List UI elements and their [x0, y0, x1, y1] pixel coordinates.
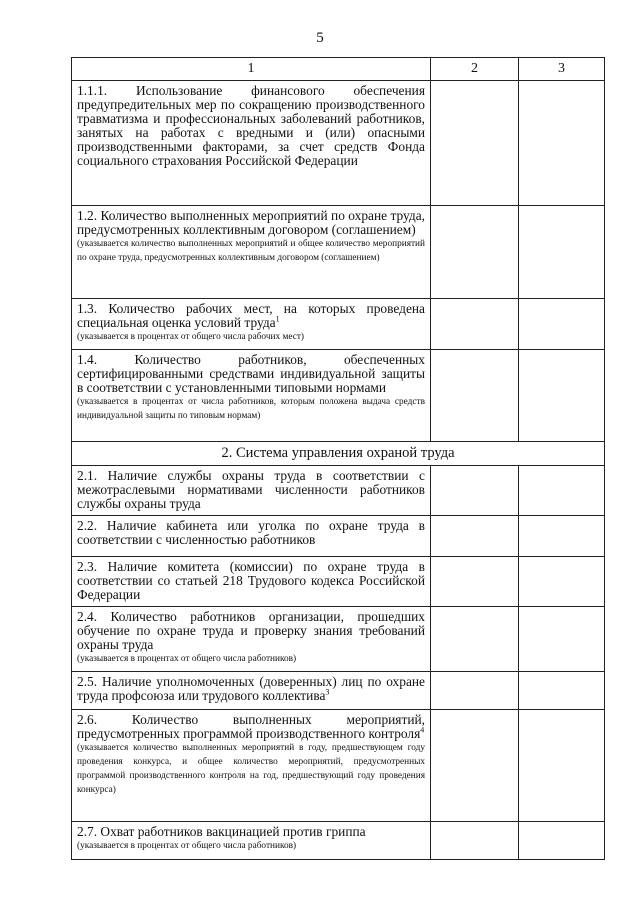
value-cell-col2[interactable]	[431, 206, 519, 299]
value-cell-col3[interactable]	[519, 466, 605, 516]
criterion-text: 1.4. Количество работников, обеспеченных сертифицированными средствами индивидуальной защиты в соответствии с установленными типовыми нормами	[77, 352, 425, 395]
value-cell-col3[interactable]	[519, 607, 605, 672]
criterion-text: 1.2. Количество выполненных мероприятий по охране труда, предусмотренных коллективным договором (соглашением)	[77, 208, 425, 237]
criterion-text: 2.5. Наличие уполномоченных (доверенных) лиц по охране труда профсоюза или трудового коллектива	[77, 674, 425, 703]
criterion-cell	[72, 206, 431, 299]
criterion-note: (указывается количество выполненных мероприятий и общее количество мероприятий по охране труда, предусмотренных коллективным договором (соглашением)	[77, 239, 425, 263]
value-cell-col2[interactable]	[431, 607, 519, 672]
criterion-text: 2.2. Наличие кабинета или уголка по охране труда в соответствии с численностью работников	[77, 518, 425, 547]
criterion-cell	[72, 607, 431, 672]
value-cell-col2[interactable]	[431, 350, 519, 442]
value-cell-col2[interactable]	[431, 710, 519, 822]
value-cell-col3[interactable]	[519, 206, 605, 299]
table-row	[72, 557, 605, 607]
criterion-cell	[72, 822, 431, 860]
column-header-1: 1	[72, 58, 431, 81]
value-cell-col3[interactable]	[519, 822, 605, 860]
criterion-text: 2.6. Количество выполненных мероприятий, предусмотренных программой производственного контроля	[77, 712, 425, 741]
criterion-cell	[72, 557, 431, 607]
value-cell-col2[interactable]	[431, 299, 519, 350]
table-row	[72, 516, 605, 557]
criterion-note: (указывается в процентах от числа работников, которым положена выдача средств индивидуальной защиты по типовым нормам)	[77, 397, 425, 421]
criterion-note: (указывается количество выполненных мероприятий в году, предшествующем году проведения конкурса, и общее количество мероприятий, предусмотренных программой производственного контроля на год, предшествующий году проведения конкурса)	[77, 743, 425, 795]
table-row	[72, 672, 605, 710]
page-number: 5	[316, 30, 324, 46]
criterion-text: 1.3. Количество рабочих мест, на которых проведена специальная оценка условий труда	[77, 301, 425, 330]
footnote-marker: 1	[275, 314, 280, 324]
value-cell-col3[interactable]	[519, 557, 605, 607]
table-row	[72, 206, 605, 299]
value-cell-col2[interactable]	[431, 557, 519, 607]
criterion-cell	[72, 466, 431, 516]
value-cell-col2[interactable]	[431, 81, 519, 206]
criterion-text: 2.1. Наличие службы охраны труда в соответствии с межотраслевыми нормативами численности работников службы охраны труда	[77, 468, 425, 511]
table-row	[72, 299, 605, 350]
value-cell-col3[interactable]	[519, 350, 605, 442]
table-row	[72, 466, 605, 516]
criterion-cell	[72, 516, 431, 557]
value-cell-col3[interactable]	[519, 81, 605, 206]
table-row	[72, 710, 605, 822]
value-cell-col3[interactable]	[519, 516, 605, 557]
criteria-table	[71, 57, 605, 860]
criterion-text: 2.4. Количество работников организации, прошедших обучение по охране труда и проверку знания требований охраны труда	[77, 609, 425, 652]
criterion-cell	[72, 672, 431, 710]
header-row	[72, 58, 605, 81]
criterion-note: (указывается в процентах от общего числа рабочих мест)	[77, 332, 304, 342]
table-row	[72, 607, 605, 672]
criterion-text: 1.1.1. Использование финансового обеспечения предупредительных мер по сокращению производственного травматизма и профессиональных заболеваний работников, занятых на работах с вредными и (или) опасными производственными факторами, за счет средств Фонда социального страхования Российской Федерации	[77, 83, 425, 168]
table-row	[72, 822, 605, 860]
footnote-marker: 3	[325, 687, 330, 697]
criterion-text: 2.7. Охват работников вакцинацией против гриппа	[77, 824, 366, 839]
footnote-marker: 4	[420, 725, 425, 735]
value-cell-col2[interactable]	[431, 672, 519, 710]
criterion-note: (указывается в процентах от общего числа работников)	[77, 654, 297, 664]
criterion-cell	[72, 350, 431, 442]
value-cell-col2[interactable]	[431, 516, 519, 557]
value-cell-col2[interactable]	[431, 466, 519, 516]
section-title: 2. Система управления охраной труда	[72, 442, 605, 466]
value-cell-col3[interactable]	[519, 299, 605, 350]
column-header-2: 2	[431, 58, 519, 81]
table-row	[72, 81, 605, 206]
value-cell-col3[interactable]	[519, 672, 605, 710]
criterion-cell	[72, 710, 431, 822]
column-header-3: 3	[519, 58, 605, 81]
value-cell-col2[interactable]	[431, 822, 519, 860]
criterion-cell	[72, 299, 431, 350]
table-row	[72, 350, 605, 442]
criterion-note: (указывается в процентах от общего числа работников)	[77, 841, 297, 851]
criterion-cell	[72, 81, 431, 206]
section-heading-row	[72, 442, 605, 466]
value-cell-col3[interactable]	[519, 710, 605, 822]
criterion-text: 2.3. Наличие комитета (комиссии) по охране труда в соответствии со статьей 218 Трудового кодекса Российской Федерации	[77, 559, 425, 602]
